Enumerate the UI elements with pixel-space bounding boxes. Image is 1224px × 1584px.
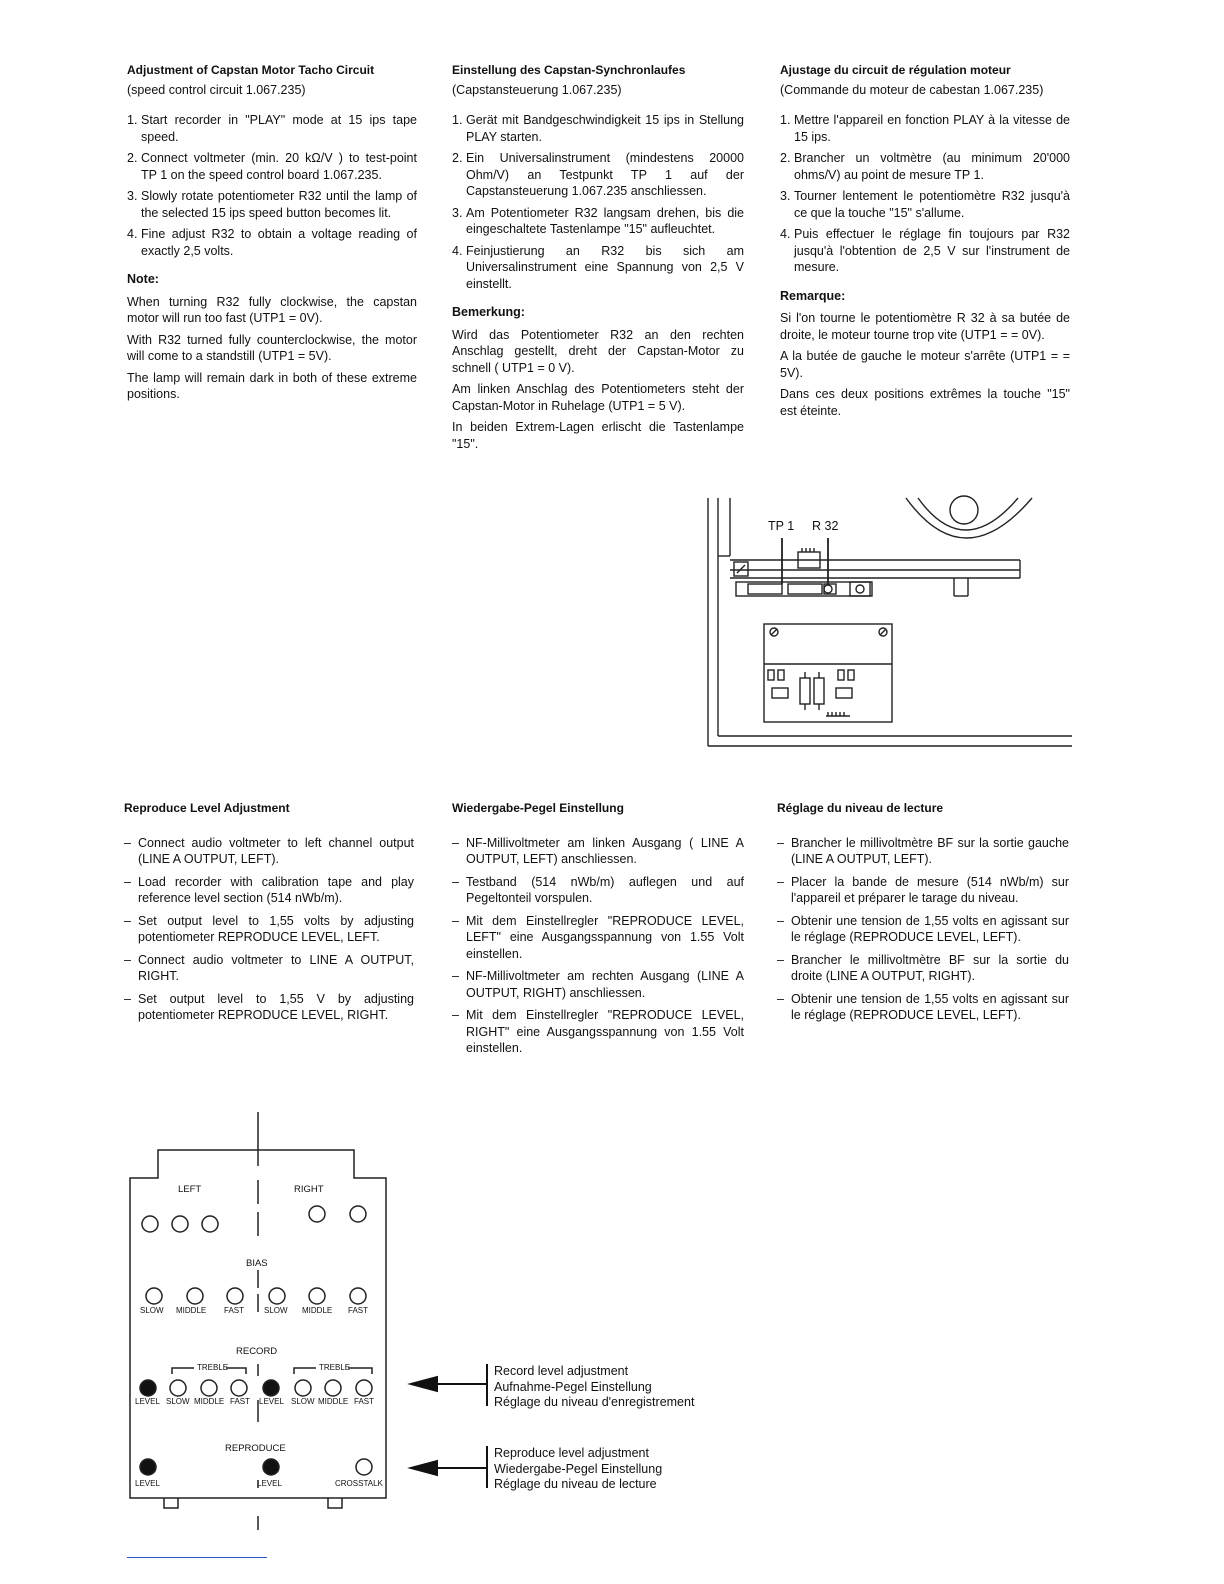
record-fast-label: FAST — [354, 1397, 375, 1406]
capstan-steps-fr — [780, 112, 1070, 276]
step-item: 2. Ein Universalinstrument (mindestens 20000 Ohm/V) an Testpunkt TP 1 auf der Capstansteuerung 1.067.235 anschliessen. — [452, 151, 744, 198]
bias-slow-label: SLOW — [140, 1306, 164, 1315]
note-paragraph: Dans ces deux positions extrêmes la touche "15" est éteinte. — [780, 387, 1070, 418]
list-item: – Obtenir une tension de 1,55 volts en agissant sur le réglage (REPRODUCE LEVEL, LEFT). — [777, 913, 1069, 946]
record-level-label: LEVEL — [259, 1397, 284, 1406]
bias-fast-label: FAST — [224, 1306, 245, 1315]
record-annotation: Record level adjustment Aufnahme-Pegel Einstellung Réglage du niveau d'enregistrement — [494, 1364, 695, 1409]
step-item: 4. Puis effectuer le réglage fin toujours par R32 jusqu'à l'obtention de 2,5 V sur l'instrument de mesure. — [780, 227, 1070, 274]
list-item: – Brancher le millivoltmètre BF sur la sortie du droite (LINE A OUTPUT, RIGHT). — [777, 952, 1069, 985]
record-label: RECORD — [236, 1346, 278, 1357]
annotation-arrows — [405, 1360, 495, 1500]
bias-slow-label: SLOW — [264, 1306, 288, 1315]
note-paragraph: The lamp will remain dark in both of these extreme positions. — [127, 370, 417, 401]
list-item: – Mit dem Einstellregler "REPRODUCE LEVEL, LEFT" eine Ausgangsspannung von 1.55 Volt einstellen. — [452, 913, 744, 963]
bias-middle-label: MIDDLE — [302, 1306, 333, 1315]
note-paragraph: Am linken Anschlag des Potentiometers steht der Capstan-Motor in Ruhelage (UTP1 = 5 V). — [452, 382, 744, 413]
step-item: 4. Feinjustierung an R32 bis sich am Universalinstrument eine Spannung von 2,5 V einstellt. — [452, 243, 744, 291]
note-paragraph: Wird das Potentiometer R32 an den rechten Anschlag gestellt, dreht der Capstan-Motor zu schnell ( UTP1 = 0 V). — [452, 327, 744, 375]
capstan-heading-en: Adjustment of Capstan Motor Tacho Circuit — [127, 63, 375, 77]
record-arrow-icon — [411, 1377, 437, 1391]
note-paragraph: Si l'on tourne le potentiomètre R 32 à sa butée de droite, le moteur tourne trop vite (UTP1 = = 0V). — [780, 311, 1070, 342]
record-level-label: LEVEL — [135, 1397, 160, 1406]
list-item: – Brancher le millivoltmètre BF sur la sortie gauche (LINE A OUTPUT, LEFT). — [777, 835, 1069, 868]
list-item: – Connect audio voltmeter to left channel output (LINE A OUTPUT, LEFT). — [124, 835, 414, 868]
reproduce-column-fr — [777, 800, 1069, 1030]
bias-middle-label: MIDDLE — [176, 1306, 207, 1315]
note-paragraph: With R32 turned fully counterclockwise, the motor will come to a standstill (UTP1 = 5V). — [127, 332, 417, 363]
reproduce-list-de — [452, 835, 744, 1057]
note-heading-de: Bemerkung: — [452, 305, 525, 319]
bias-fast-label: FAST — [348, 1306, 369, 1315]
crosstalk-label: CROSSTALK — [335, 1479, 383, 1488]
r32-label: R 32 — [812, 519, 839, 533]
step-item: 4. Fine adjust R32 to obtain a voltage reading of exactly 2,5 volts. — [127, 227, 417, 258]
tp1-label: TP 1 — [768, 519, 795, 533]
capstan-steps-de — [452, 112, 744, 292]
list-item: – Obtenir une tension de 1,55 volts en agissant sur le réglage (REPRODUCE LEVEL, LEFT). — [777, 991, 1069, 1024]
reproduce-column-en — [124, 800, 414, 1030]
capstan-column-en — [127, 62, 417, 408]
footer-rule — [127, 1557, 267, 1558]
treble-label: TREBLE — [319, 1363, 351, 1372]
capstan-steps-en — [127, 112, 417, 259]
reproduce-level-label: LEVEL — [257, 1479, 282, 1488]
reproduce-heading-en: Reproduce Level Adjustment — [124, 801, 290, 815]
step-item: 3. Slowly rotate potentiometer R32 until the lamp of the selected 15 ips speed button becomes lit. — [127, 189, 417, 220]
reproduce-arrow-icon — [411, 1461, 437, 1475]
step-item: 1. Gerät mit Bandgeschwindigkeit 15 ips in Stellung PLAY starten. — [452, 113, 744, 144]
capstan-subheading-fr: (Commande du moteur de cabestan 1.067.235) — [780, 82, 1044, 97]
right-label: RIGHT — [294, 1184, 324, 1195]
reproduce-list-fr — [777, 835, 1069, 1024]
reproduce-heading-de: Wiedergabe-Pegel Einstellung — [452, 801, 624, 815]
record-middle-label: MIDDLE — [318, 1397, 349, 1406]
capstan-subheading-de: (Capstansteuerung 1.067.235) — [452, 82, 622, 97]
reproduce-annotation: Reproduce level adjustment Wiedergabe-Pegel Einstellung Réglage du niveau de lecture — [494, 1446, 663, 1491]
step-item: 1. Mettre l'appareil en fonction PLAY à la vitesse de 15 ips. — [780, 113, 1070, 144]
note-heading-en: Note: — [127, 272, 159, 286]
reproduce-list-en — [124, 835, 414, 1024]
list-item: – Load recorder with calibration tape and play reference level section (514 nWb/m). — [124, 874, 414, 907]
list-item: – Mit dem Einstellregler "REPRODUCE LEVEL, RIGHT" eine Ausgangsspannung von 1.55 Volt einstellen. — [452, 1007, 744, 1057]
record-slow-label: SLOW — [291, 1397, 315, 1406]
record-middle-label: MIDDLE — [194, 1397, 225, 1406]
step-item: 2. Connect voltmeter (min. 20 kΩ/V ) to test-point TP 1 on the speed control board 1.067.235. — [127, 151, 417, 182]
step-item: 2. Brancher un voltmètre (au minimum 20'000 ohms/V) au point de mesure TP 1. — [780, 151, 1070, 182]
capstan-heading-fr: Ajustage du circuit de régulation moteur — [780, 63, 1011, 77]
list-item: – Set output level to 1,55 V by adjusting potentiometer REPRODUCE LEVEL, RIGHT. — [124, 991, 414, 1024]
note-paragraph: When turning R32 fully clockwise, the capstan motor will run too fast (UTP1 = 0V). — [127, 294, 417, 325]
reproduce-column-de — [452, 800, 744, 1063]
reproduce-level-label: LEVEL — [135, 1479, 160, 1488]
reproduce-label: REPRODUCE — [225, 1443, 286, 1454]
capstan-subheading-en: (speed control circuit 1.067.235) — [127, 82, 306, 97]
left-label: LEFT — [178, 1184, 202, 1195]
capstan-column-fr — [780, 62, 1070, 424]
list-item: – Testband (514 nWb/m) auflegen und auf Pegeltonteil vorspulen. — [452, 874, 744, 907]
note-heading-fr: Remarque: — [780, 288, 846, 303]
list-item: – NF-Millivoltmeter am linken Ausgang ( LINE A OUTPUT, LEFT) anschliessen. — [452, 835, 744, 868]
speed-control-board-diagram — [700, 490, 1080, 752]
note-paragraph: A la butée de gauche le moteur s'arrête (UTP1 = = 5V). — [780, 349, 1070, 380]
list-item: – Connect audio voltmeter to LINE A OUTPUT, RIGHT. — [124, 952, 414, 985]
record-slow-label: SLOW — [166, 1397, 190, 1406]
record-fast-label: FAST — [230, 1397, 251, 1406]
bias-label: BIAS — [246, 1258, 268, 1269]
note-paragraph: In beiden Extrem-Lagen erlischt die Tastenlampe "15". — [452, 420, 744, 451]
step-item: 1. Start recorder in "PLAY" mode at 15 ips tape speed. — [127, 113, 417, 144]
list-item: – NF-Millivoltmeter am rechten Ausgang (LINE A OUTPUT, RIGHT) anschliessen. — [452, 968, 744, 1001]
list-item: – Set output level to 1,55 volts by adjusting potentiometer REPRODUCE LEVEL, LEFT. — [124, 913, 414, 946]
capstan-heading-de: Einstellung des Capstan-Synchronlaufes — [452, 63, 686, 77]
list-item: – Placer la bande de mesure (514 nWb/m) sur l'appareil et préparer le tarage du niveau. — [777, 874, 1069, 907]
reproduce-heading-fr: Réglage du niveau de lecture — [777, 801, 944, 815]
capstan-column-de — [452, 62, 744, 457]
adjustment-panel-diagram — [120, 1108, 400, 1533]
treble-label: TREBLE — [197, 1363, 229, 1372]
step-item: 3. Tourner lentement le potentiomètre R32 jusqu'à ce que la touche "15" s'allume. — [780, 189, 1070, 220]
step-item: 3. Am Potentiometer R32 langsam drehen, bis die eingeschaltete Tastenlampe "15" aufleuchtet. — [452, 205, 744, 236]
